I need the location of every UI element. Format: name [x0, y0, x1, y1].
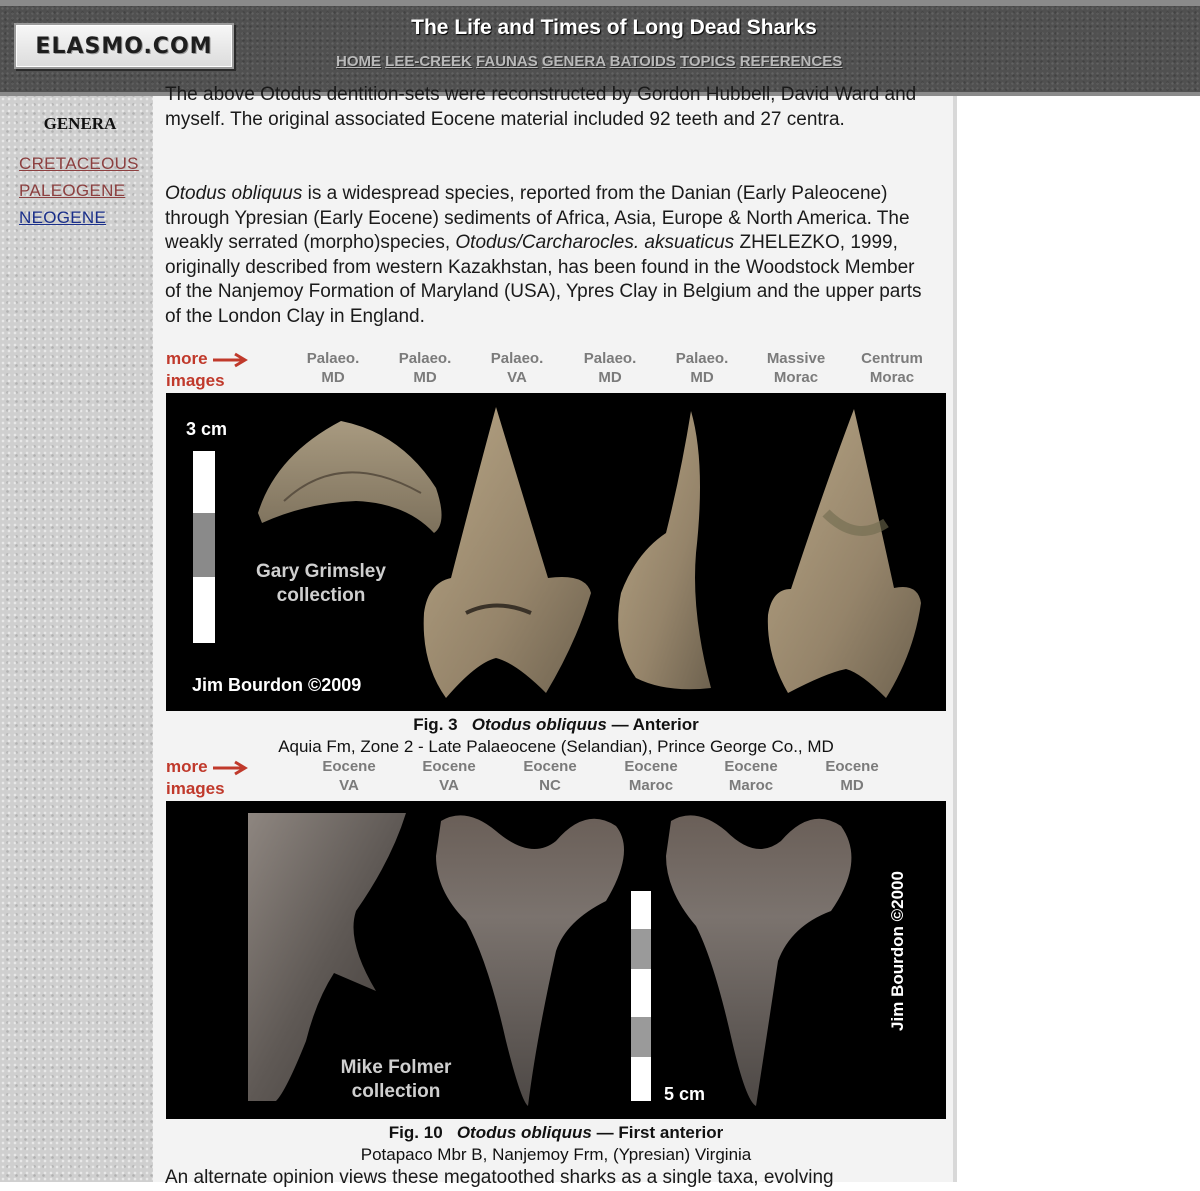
collection-credit-line2: collection: [276, 585, 366, 606]
images-label: images: [166, 779, 225, 798]
thumb-label: Massive: [766, 350, 826, 367]
thumb-link[interactable]: [810, 757, 894, 795]
thumb-label: VA: [439, 777, 459, 794]
thumb-label: Morac: [869, 369, 915, 386]
main-content: [153, 84, 957, 1188]
paragraph-alternate-opinion-text: An alternate opinion views these megatoothed sharks as a single taxa, evolving: [165, 1167, 834, 1188]
collection-credit-line1: Mike Folmer: [340, 1057, 452, 1078]
paragraph-dentition: [165, 83, 935, 132]
thumb-label: MD: [321, 369, 345, 386]
thumb-link[interactable]: [407, 757, 491, 795]
thumb-label: Palaeo.: [675, 350, 729, 367]
thumb-label: Maroc: [728, 777, 774, 794]
thumb-link[interactable]: [754, 349, 838, 387]
thumb-label: MD: [690, 369, 714, 386]
thumb-label: MD: [840, 777, 864, 794]
sidebar-link-neogene[interactable]: NEOGENE: [19, 208, 107, 227]
shark-teeth-image: [166, 393, 946, 711]
figure-10-caption: [166, 1122, 946, 1166]
arrow-right-icon: [212, 761, 248, 775]
nav-home-link[interactable]: HOME: [336, 53, 381, 70]
sidebar-heading: GENERA: [43, 114, 117, 133]
paragraph-species-text-b: ZHELEZKO, 1999, originally described from western Kazakhstan, has been found in the Woodstock Member of the Nanjemoy Formation of Maryland (USA), Ypres Clay in Belgium and the upper parts of the London Clay in England.: [165, 232, 922, 327]
thumb-link[interactable]: [850, 349, 934, 387]
more-images-link[interactable]: [166, 756, 248, 800]
species-name: Otodus obliquus: [165, 183, 303, 204]
arrow-right-icon: [212, 353, 248, 367]
figure-number: Fig. 3: [413, 715, 458, 734]
thumb-label: Palaeo.: [490, 350, 544, 367]
thumb-label: Palaeo.: [398, 350, 452, 367]
nav-lee-creek-link[interactable]: LEE-CREEK: [385, 53, 472, 70]
thumb-label: VA: [339, 777, 359, 794]
thumb-label: MD: [598, 369, 622, 386]
nav-references-link[interactable]: REFERENCES: [739, 53, 843, 70]
figure-10-photo: [166, 801, 946, 1119]
caption-description: — First anterior: [596, 1123, 724, 1142]
caption-locality: Aquia Fm, Zone 2 - Late Palaeocene (Selandian), Prince George Co., MD: [278, 737, 834, 756]
nav-batoids-link[interactable]: BATOIDS: [609, 53, 676, 70]
thumb-label: Palaeo.: [583, 350, 637, 367]
sidebar-link-cretaceous[interactable]: CRETACEOUS: [19, 154, 139, 173]
collection-credit: [236, 560, 406, 608]
thumb-label: VA: [507, 369, 527, 386]
nav-genera-link[interactable]: GENERA: [541, 53, 606, 70]
more-images-link[interactable]: [166, 348, 248, 392]
site-title: The Life and Times of Long Dead Sharks: [411, 16, 817, 39]
figure-3-photo: [166, 393, 946, 711]
thumb-link[interactable]: [709, 757, 793, 795]
thumb-link[interactable]: [475, 349, 559, 387]
scale-label-5cm: 5 cm: [664, 1084, 706, 1104]
scale-label-3cm: 3 cm: [186, 419, 228, 439]
left-sidebar: [0, 96, 153, 1182]
thumb-label: NC: [539, 777, 561, 794]
thumb-label: Eocene: [422, 758, 476, 775]
thumb-label: Palaeo.: [306, 350, 360, 367]
images-label: images: [166, 371, 225, 390]
top-navigation: [336, 53, 896, 70]
figure-3-caption: [166, 714, 946, 758]
paragraph-species: [165, 182, 935, 329]
caption-species: Otodus obliquus: [471, 715, 607, 734]
thumb-link[interactable]: [568, 349, 652, 387]
photo-copyright: Jim Bourdon ©2009: [192, 675, 362, 695]
photo-copyright: Jim Bourdon ©2000: [888, 871, 907, 1031]
thumb-label: Eocene: [724, 758, 778, 775]
thumb-label: Morac: [773, 369, 819, 386]
site-header: [0, 0, 1200, 96]
caption-species: Otodus obliquus: [456, 1123, 592, 1142]
nav-faunas-link[interactable]: FAUNAS: [476, 53, 538, 70]
thumb-label: Centrum: [861, 350, 923, 367]
figure-number: Fig. 10: [388, 1123, 443, 1142]
genus-name: Otodus/Carcharocles. aksuaticus: [455, 232, 735, 253]
thumb-label: Eocene: [523, 758, 577, 775]
thumb-label: MD: [413, 369, 437, 386]
paragraph-dentition-text: The above Otodus dentition-sets were reconstructed by Gordon Hubbell, David Ward and myself. The original associated Eocene material included 92 teeth and 27 centra.: [165, 84, 917, 130]
more-label: more: [166, 757, 208, 776]
sidebar-link-paleogene[interactable]: PALEOGENE: [19, 181, 126, 200]
thumb-link[interactable]: [609, 757, 693, 795]
collection-credit-line2: collection: [351, 1081, 441, 1102]
site-logo[interactable]: [14, 23, 234, 69]
caption-description: — Anterior: [611, 715, 699, 734]
thumb-label: Eocene: [624, 758, 678, 775]
shark-teeth-image: [166, 801, 946, 1119]
nav-topics-link[interactable]: TOPICS: [679, 53, 736, 70]
thumb-link[interactable]: [291, 349, 375, 387]
thumb-label: Maroc: [628, 777, 674, 794]
thumb-link[interactable]: [660, 349, 744, 387]
thumb-link[interactable]: [383, 349, 467, 387]
thumb-link[interactable]: [307, 757, 391, 795]
logo-text: ELASMO.COM: [35, 33, 213, 59]
thumb-link[interactable]: [508, 757, 592, 795]
paragraph-alternate-opinion: [165, 1166, 935, 1191]
more-label: more: [166, 349, 208, 368]
caption-locality: Potapaco Mbr B, Nanjemoy Frm, (Ypresian) Virginia: [360, 1145, 752, 1164]
collection-credit: [311, 1056, 481, 1104]
thumb-label: Eocene: [322, 758, 376, 775]
collection-credit-line1: Gary Grimsley: [256, 561, 386, 582]
thumb-label: Eocene: [825, 758, 879, 775]
paragraph-species-text-a: is a widespread species, reported from the Danian (Early Paleocene) through Ypresian (Early Eocene) sediments of Africa, Asia, Europe & North America. The weakly serrated (morpho)species,: [165, 183, 910, 253]
